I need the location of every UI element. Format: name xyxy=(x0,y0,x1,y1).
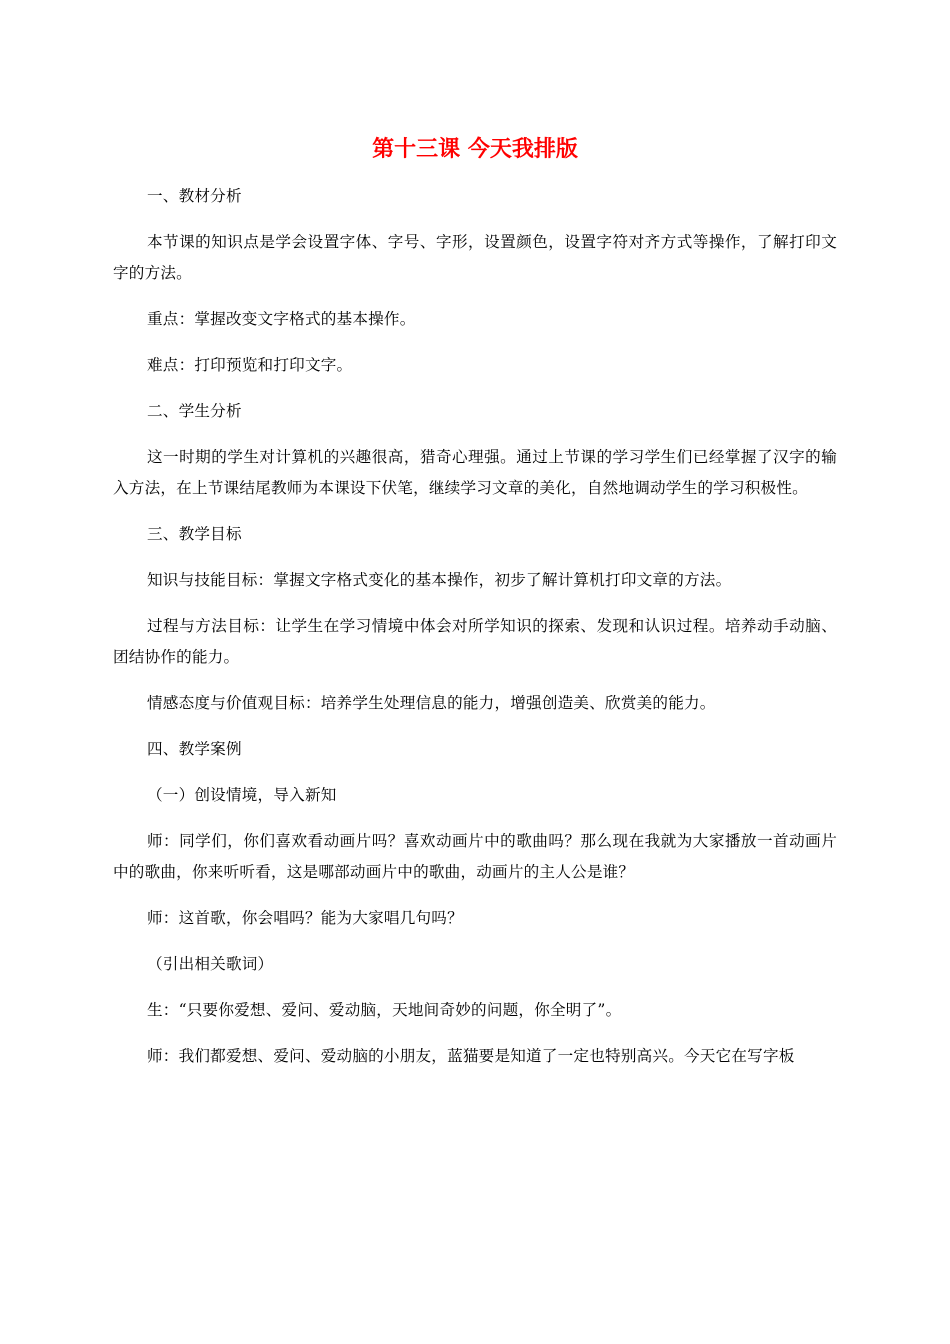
document-title: 第十三课 今天我排版 xyxy=(372,137,578,162)
document-body xyxy=(113,181,837,1087)
paragraph: 本节课的知识点是学会设置字体、字号、字形，设置颜色，设置字符对齐方式等操作，了解打印文字的方法。 xyxy=(113,233,837,282)
section-heading: 一、教材分析 xyxy=(147,187,242,205)
paragraph: 师：同学们，你们喜欢看动画片吗？喜欢动画片中的歌曲吗？那么现在我就为大家播放一首动画片中的歌曲，你来听听看，这是哪部动画片中的歌曲，动画片的主人公是谁？ xyxy=(113,832,837,881)
paragraph: 重点：掌握改变文字格式的基本操作。 xyxy=(147,310,416,328)
paragraph: 过程与方法目标：让学生在学习情境中体会对所学知识的探索、发现和认识过程。培养动手动脑、团结协作的能力。 xyxy=(113,617,837,666)
paragraph: 生：“只要你爱想、爱问、爱动脑，天地间奇妙的问题，你全明了”。 xyxy=(147,1001,622,1019)
section-heading: 四、教学案例 xyxy=(147,740,242,758)
paragraph: 这一时期的学生对计算机的兴趣很高，猎奇心理强。通过上节课的学习学生们已经掌握了汉字的输入方法，在上节课结尾教师为本课设下伏笔，继续学习文章的美化，自然地调动学生的学习积极性。 xyxy=(113,448,837,497)
section-heading: 二、学生分析 xyxy=(147,402,242,420)
subsection-heading: （一）创设情境，导入新知 xyxy=(147,786,337,804)
paragraph: 难点：打印预览和打印文字。 xyxy=(147,356,353,374)
paragraph: 情感态度与价值观目标：培养学生处理信息的能力，增强创造美、欣赏美的能力。 xyxy=(147,694,716,712)
paragraph: 师：我们都爱想、爱问、爱动脑的小朋友，蓝猫要是知道了一定也特别高兴。今天它在写字板 xyxy=(147,1047,795,1065)
paragraph: （引出相关歌词） xyxy=(147,955,274,973)
section-heading: 三、教学目标 xyxy=(147,525,242,543)
paragraph: 师：这首歌，你会唱吗？能为大家唱几句吗？ xyxy=(147,909,463,927)
paragraph: 知识与技能目标：掌握文字格式变化的基本操作，初步了解计算机打印文章的方法。 xyxy=(147,571,732,589)
document-page xyxy=(113,0,837,1344)
